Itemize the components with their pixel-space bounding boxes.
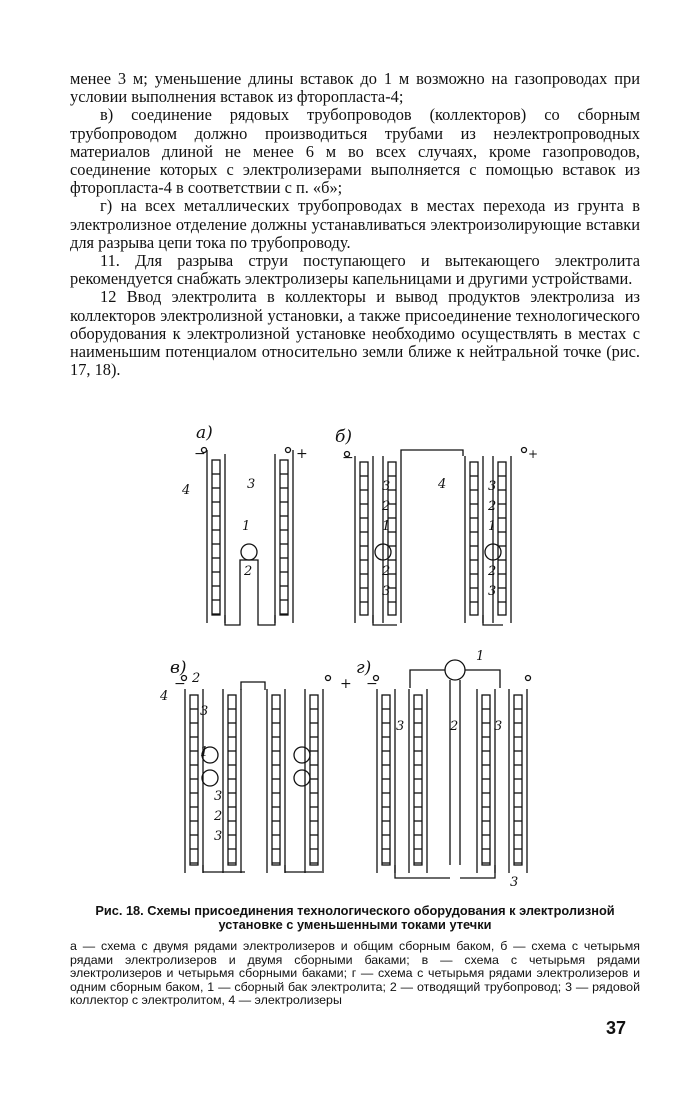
callout-g-3b: 3 bbox=[510, 875, 519, 890]
callout-b-4: 4 bbox=[438, 477, 447, 492]
paragraph-12: 12 Ввод электролита в коллекторы и вывод продуктов электролиза из коллекторов электролизной установки, а также присоединение технологического оборудования к электролизной установке необходимо осуществлять в местах с наименьшим потенциалом относительно земли ближе к нейтральной точке (рис. 17, 18). bbox=[70, 287, 640, 380]
terminal-circle bbox=[286, 448, 291, 453]
panel-label-v: в) bbox=[170, 658, 187, 678]
paragraph-item-g: г) на всех металлических трубопроводах в местах перехода из грунта в электролизное отделение должны устанавливаться электроизолирующие вставки для разрыва цепи тока по трубопроводу. bbox=[70, 196, 640, 252]
callout-b-1: 1 bbox=[382, 519, 391, 534]
callout-v-1: 1 bbox=[200, 745, 209, 760]
stack-v-3 bbox=[272, 695, 280, 865]
callout-v-3b: 3 bbox=[214, 789, 223, 804]
callout-b-3b: 3 bbox=[382, 584, 391, 599]
tank-a bbox=[241, 544, 257, 560]
callout-a-3: 3 bbox=[247, 477, 256, 492]
callout-g-2: 2 bbox=[450, 719, 459, 734]
panel-label-a: а) bbox=[196, 423, 213, 443]
figure-18 bbox=[150, 420, 550, 900]
callout-g-1: 1 bbox=[476, 649, 485, 664]
stack-b-3 bbox=[470, 462, 478, 615]
stack-v-4 bbox=[310, 695, 318, 865]
callout-v-3c: 3 bbox=[214, 829, 223, 844]
callout-b-3: 3 bbox=[382, 479, 391, 494]
stack-g-3 bbox=[482, 695, 490, 865]
stack-g-2 bbox=[414, 695, 422, 865]
return-v-1 bbox=[203, 865, 245, 872]
page-number: 37 bbox=[605, 1018, 626, 1038]
callout-g-3r: 3 bbox=[494, 719, 503, 734]
callout-b-2r: 2 bbox=[488, 499, 497, 514]
tank-v-4 bbox=[294, 770, 310, 786]
callout-g-3: 3 bbox=[396, 719, 405, 734]
schematic-diagram bbox=[150, 420, 550, 900]
plus-sign-a: + bbox=[296, 446, 308, 462]
stack-a-left bbox=[212, 460, 220, 615]
terminal-circle bbox=[526, 676, 531, 681]
plus-sign-v: + bbox=[340, 676, 352, 692]
callout-a-4: 4 bbox=[182, 483, 191, 498]
paragraph-item-v: в) соединение рядовых трубопроводов (коллекторов) со сборным трубопроводом должно производиться трубами из неэлектропроводных материалов длиной не менее 6 м во всех случаях, кроме газопроводов, соединение которых с электролизерами выполняется с помощью вставок из фторопласта-4 в соответствии с п. «б»; bbox=[70, 105, 640, 198]
minus-sign-v: − bbox=[174, 676, 186, 692]
stack-v-1 bbox=[190, 695, 198, 865]
callout-a-2: 2 bbox=[244, 564, 253, 579]
callout-v-2b: 2 bbox=[214, 809, 223, 824]
plus-sign-b: + bbox=[528, 447, 539, 461]
minus-sign-g: − bbox=[366, 676, 378, 692]
link-pipe-b bbox=[401, 450, 463, 456]
link-pipe-v bbox=[241, 682, 265, 690]
return-g-left bbox=[395, 865, 450, 878]
callout-v-2: 2 bbox=[192, 671, 201, 686]
stack-g-1 bbox=[382, 695, 390, 865]
callout-v-4: 4 bbox=[160, 689, 169, 704]
callout-b-2b: 2 bbox=[382, 564, 391, 579]
stack-g-4 bbox=[514, 695, 522, 865]
callout-v-3: 3 bbox=[200, 704, 209, 719]
stack-a-right bbox=[280, 460, 288, 615]
return-v-2 bbox=[285, 865, 322, 872]
minus-sign-b: − bbox=[342, 450, 354, 466]
callout-b-3rb: 3 bbox=[488, 584, 497, 599]
callout-a-1: 1 bbox=[242, 519, 251, 534]
feed-g-2 bbox=[465, 670, 500, 688]
callout-b-3r: 3 bbox=[488, 479, 497, 494]
terminal-circle bbox=[522, 448, 527, 453]
panel-label-b: б) bbox=[335, 427, 353, 447]
body-text bbox=[70, 70, 640, 379]
terminal-circle bbox=[326, 676, 331, 681]
tank-v-3 bbox=[294, 747, 310, 763]
paragraph-1: менее 3 м; уменьшение длины вставок до 1 м возможно на газопроводах при условии выполнения вставок из фторопласта-4; bbox=[70, 69, 640, 107]
panel-label-g: г) bbox=[356, 658, 372, 678]
stack-b-4 bbox=[498, 462, 506, 615]
return-b-1 bbox=[373, 615, 397, 625]
paragraph-11: 11. Для разрыва струи поступающего и вытекающего электролита рекомендуется снабжать электролизеры капельницами и другими устройствами. bbox=[70, 251, 640, 289]
minus-sign-a: − bbox=[194, 446, 206, 462]
figure-legend: а — схема с двумя рядами электролизеров и общим сборным баком, б — схема с четырьмя рядами электролизеров и двумя сборными баками; в — схема с четырьмя рядами электролизеров и четырьмя сборными баками; г — схема с четырьмя рядами электролизеров и одним сборным баком, 1 — сборный бак электролита; 2 — отводящий трубопровод; 3 — рядовой коллектор с электролитом, 4 — электролизеры bbox=[70, 939, 640, 1008]
callout-b-2rb: 2 bbox=[488, 564, 497, 579]
stack-b-1 bbox=[360, 462, 368, 615]
tank-v-2 bbox=[202, 770, 218, 786]
figure-caption: Рис. 18. Схемы присоединения технологического оборудования к электролизной установке с уменьшенными токами утечки bbox=[95, 903, 615, 932]
central-tank-g bbox=[445, 660, 465, 680]
callout-b-1r: 1 bbox=[488, 519, 497, 534]
feed-g-1 bbox=[410, 670, 445, 688]
stack-v-2 bbox=[228, 695, 236, 865]
callout-b-2: 2 bbox=[382, 499, 391, 514]
